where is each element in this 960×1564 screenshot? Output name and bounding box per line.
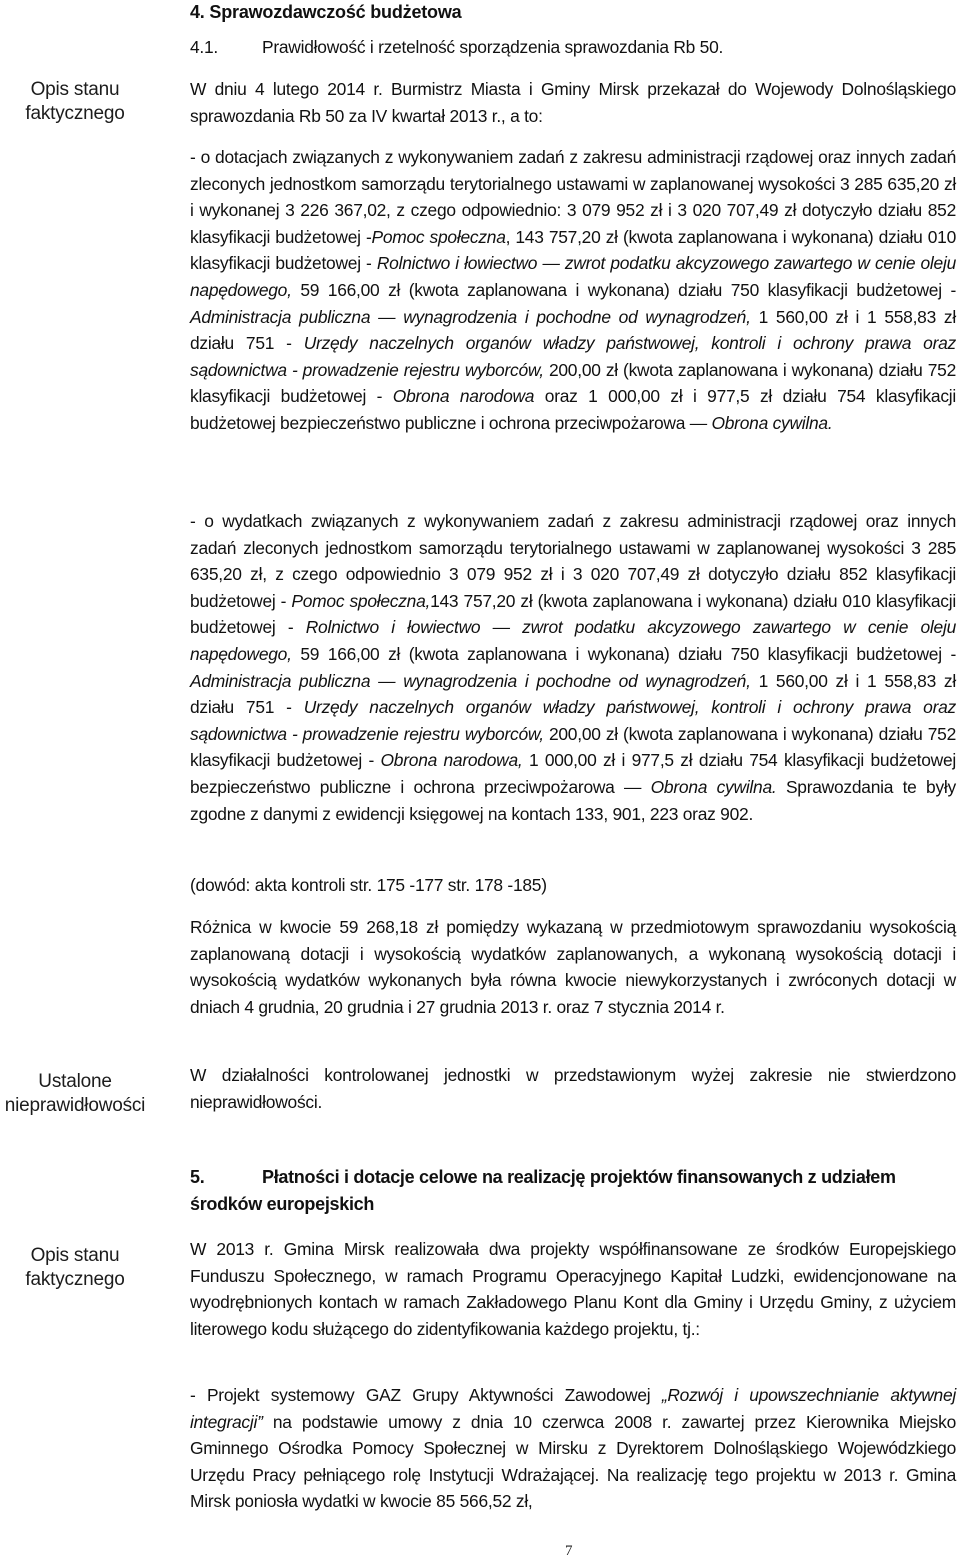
text-run-italic: Obrona cywilna.: [650, 776, 777, 797]
section-number: 5.: [190, 1167, 205, 1187]
text-run-italic: Rolnictwo i łowiectwo — zwrot podatku akcyzowego zawartego w cenie oleju napędowego,: [190, 617, 956, 664]
sidebar-label-line: Opis stanu: [30, 1245, 120, 1266]
findings-text: W działalności kontrolowanej jednostki w przedstawionym wyżej zakresie nie stwierdzono nieprawidłowości.: [190, 1065, 956, 1112]
text-run: na podstawie umowy z dnia 10 czerwca 2008 r. zawartej przez Kierownika Miejsko Gminnego Ośrodka Pomocy Społecznej w Mirsku z Dyrektorem Dolnośląskiego Wojewódzkiego Urzędu Pracy pełniącego rolę Instytucji Wdrażającej. Na realizację tego projektu w 2013 r. Gmina Mirsk poniosła wydatki w kwocie 85 566,52 zł,: [190, 1411, 956, 1512]
sidebar-label-line: faktycznego: [25, 1269, 125, 1290]
text-run: 200,00 zł (kwota zaplanowana i wykonana) działu 752 klasyfikacji budżetowej -: [190, 723, 956, 771]
text-run-italic: Urzędy naczelnych organów władzy państwowej, kontroli i ochrony prawa oraz sądownictwa - prowadzenie rejestru wyborców,: [190, 333, 956, 380]
text-run: 1 000,00 zł i 977,5 zł działu 754 klasyfikacji budżetowej bezpieczeństwo publiczne i ochrona przeciwpożarowa —: [190, 750, 956, 797]
intro-text: W dniu 4 lutego 2014 r. Burmistrz Miasta i Gminy Mirsk przekazał do Wojewody Dolnośląskiego sprawozdania Rb 50 za IV kwartał 2013 r., a to:: [190, 79, 956, 126]
section-5-intro: [190, 1236, 956, 1342]
section-5-title: [190, 1164, 960, 1217]
text-run-italic: „Rozwój i upowszechnianie aktywnej integracji”: [190, 1385, 957, 1432]
section-5-intro-text: W 2013 r. Gmina Mirsk realizowała dwa projekty współfinansowane ze środków Europejskiego Funduszu Społecznego, w ramach Programu Operacyjnego Kapitał Ludzki, ewidencjonowane na wyodrębnionych kontach w ramach Zakładowego Planu Kont dla Gminy i Urzędu Gminy, z użyciem literowego kodu służącego do zidentyfikowania każdego projektu, tj.:: [190, 1239, 956, 1339]
text-run: - o wydatkach związanych z wykonywaniem zadań z zakresu administracji rządowej oraz innych zadań zleconych jednostkom samorządu terytorialnego ustawami w zaplanowanej wysokości 3 285 635,20 zł, z czego odpowiednio 3 079 952 zł i 3 020 707,49 zł dotyczyło działu 852 klasyfikacji budżetowej -: [190, 511, 956, 611]
sidebar-label-opis-stanu-2: [0, 1244, 150, 1292]
section-title-text: Płatności i dotacje celowe na realizację projektów finansowanych z udziałem środków europejskich: [190, 1167, 896, 1214]
text-run-italic: Administracja publiczna — wynagrodzenia i pochodne od wynagrodzeń,: [190, 306, 751, 327]
text-run-italic: Administracja publiczna — wynagrodzenia i pochodne od wynagrodzeń,: [190, 670, 751, 691]
wydatki-text: [190, 508, 956, 827]
difference-text: Różnica w kwocie 59 268,18 zł pomiędzy wykazaną w przedmiotowym sprawozdaniu wysokością zaplanowaną dotacji i wysokością wydatków zaplanowanych, a wykonaną wysokością dotacji i wysokością wydatków wykonanych była równa kwocie niewykorzystanych i zwróconych dotacji w dniach 4 grudnia, 20 grudnia i 27 grudnia 2013 r. oraz 7 stycznia 2014 r.: [190, 917, 956, 1017]
text-run-italic: Urzędy naczelnych organów władzy państwowej, kontroli i ochrony prawa oraz sądownictwa - prowadzenie rejestru wyborców,: [190, 697, 956, 744]
project-text: [190, 1382, 956, 1515]
subsection-number: 4.1.: [190, 37, 219, 57]
text-run-italic: Obrona narodowa,: [380, 750, 523, 771]
dotacje-paragraph: [190, 144, 956, 437]
sidebar-label-line: Opis stanu: [30, 79, 120, 100]
text-run: 200,00 zł (kwota zaplanowana i wykonana) działu 752 klasyfikacji budżetowej -: [190, 359, 956, 407]
page-number: 7: [565, 1543, 573, 1559]
dotacje-text: [190, 144, 956, 437]
subsection-4-1-title: [190, 34, 956, 61]
text-run-italic: Pomoc społeczna,: [291, 590, 431, 611]
text-run: - o dotacjach związanych z wykonywaniem zadań z zakresu administracji rządowej oraz innych zadań zleconych jednostkom samorządu terytorialnego ustawami w zaplanowanej wysokości 3 285 635,20 zł i wykonanej 3 226 367,02, z czego odpowiednio: 3 079 952 zł i 3 020 707,49 zł dotyczyło działu 852 klasyfikacji budżetowej -: [190, 147, 956, 247]
text-run: oraz 1 000,00 zł i 977,5 zł działu 754 klasyfikacji budżetowej bezpieczeństwo publiczne i ochrona przeciwpożarowa —: [190, 386, 956, 433]
text-run: 1 560,00 zł i 1 558,83 zł działu 751 -: [190, 306, 956, 354]
text-run-italic: Rolnictwo i łowiectwo — zwrot podatku akcyzowego zawartego w cenie oleju napędowego,: [190, 253, 956, 300]
intro-paragraph: [190, 76, 956, 129]
sidebar-label-opis-stanu: [0, 78, 150, 126]
sidebar-label-line: Ustalone: [38, 1071, 112, 1092]
sidebar-label-line: faktycznego: [25, 103, 125, 124]
text-run: 59 166,00 zł (kwota zaplanowana i wykonana) działu 750 klasyfikacji budżetowej -: [300, 643, 956, 664]
difference-paragraph: [190, 914, 956, 1020]
text-run: 1 560,00 zł i 1 558,83 zł działu 751 -: [190, 670, 956, 718]
sidebar-label-line: nieprawidłowości: [4, 1095, 146, 1116]
text-run: 143 757,20 zł (kwota zaplanowana i wykonana) działu 010 klasyfikacji budżetowej -: [190, 590, 956, 638]
evidence-text: (dowód: akta kontroli str. 175 -177 str. 178 -185): [190, 875, 547, 895]
text-run-italic: Obrona narodowa: [392, 386, 535, 407]
text-run-italic: Pomoc społeczna: [371, 226, 506, 247]
subsection-text: Prawidłowość i rzetelność sporządzenia sprawozdania Rb 50.: [262, 37, 724, 57]
text-run: 59 166,00 zł (kwota zaplanowana i wykonana) działu 750 klasyfikacji budżetowej -: [300, 279, 956, 300]
text-run: - Projekt systemowy GAZ Grupy Aktywności Zawodowej: [190, 1385, 651, 1405]
text-run: Sprawozdania te były zgodne z danymi z ewidencji księgowej na kontach 133, 901, 223 oraz 902.: [190, 776, 956, 824]
evidence-reference: [190, 872, 956, 899]
text-run: , 143 757,20 zł (kwota zaplanowana i wykonana) działu 010 klasyfikacji budżetowej -: [190, 226, 957, 274]
section-4-title: 4. Sprawozdawczość budżetowa: [190, 2, 462, 22]
wydatki-paragraph: [190, 508, 956, 827]
text-run-italic: Obrona cywilna.: [711, 412, 833, 433]
sidebar-label-ustalone: [0, 1070, 150, 1118]
project-paragraph: [190, 1382, 956, 1515]
findings-paragraph: [190, 1062, 956, 1115]
